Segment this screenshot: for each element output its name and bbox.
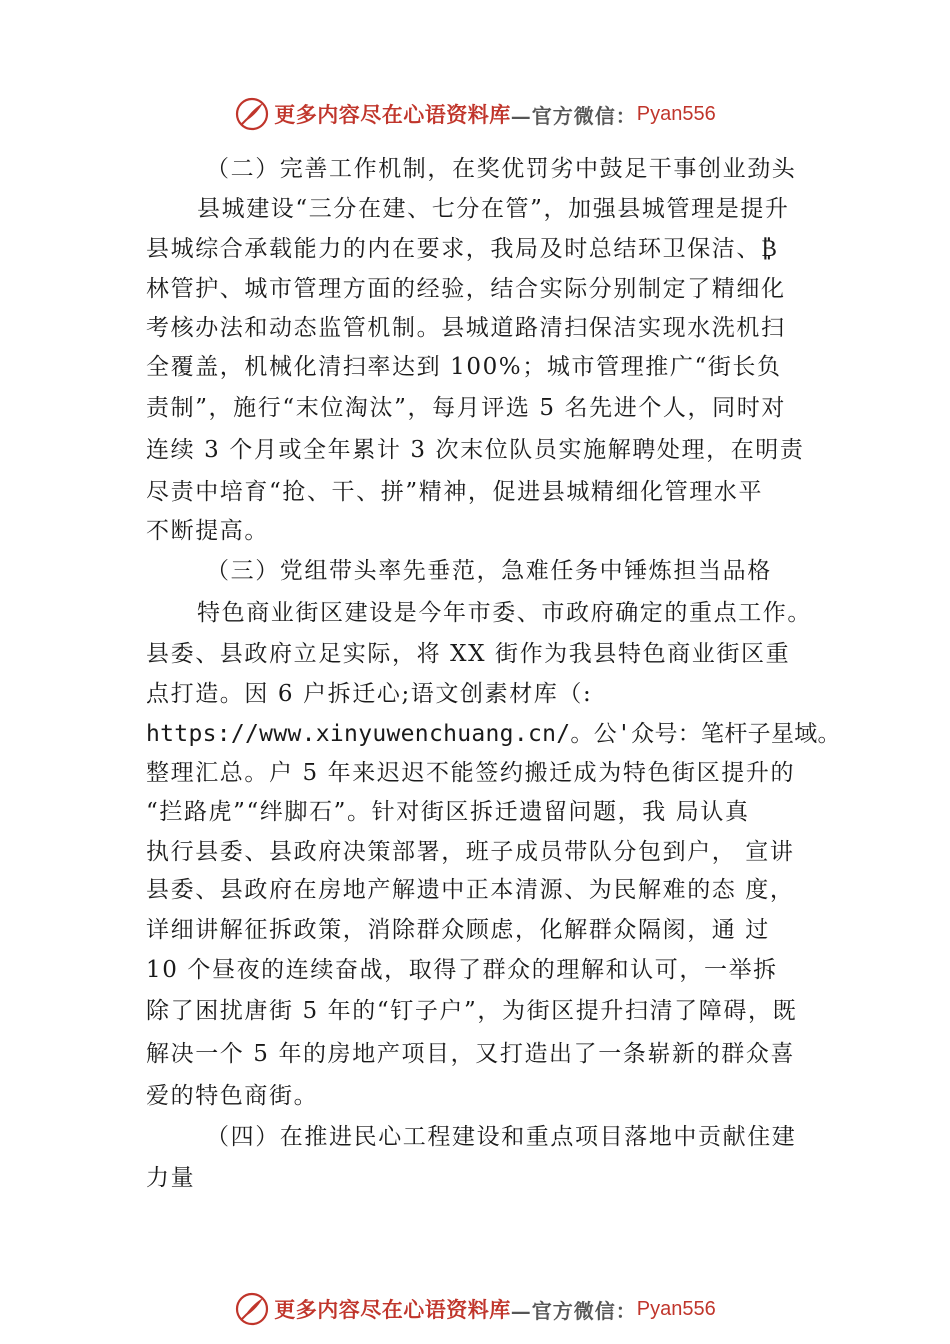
paragraph-line: 县委、县政府在房地产解遗中正本清源、为民解难的态 度， xyxy=(146,877,795,903)
paragraph-line: 详细讲解征拆政策，消除群众顾虑，化解群众隔阂，通 过 xyxy=(146,917,770,943)
paragraph-line: 爱的特色商街。 xyxy=(146,1083,319,1109)
banner-red-text: 更多内容尽在心语资料库 xyxy=(274,102,511,127)
paragraph-line: 不断提高。 xyxy=(146,518,269,544)
paragraph-line: 责制”，施行“末位淘汰”，每月评选 5 名先进个人，同时对 xyxy=(146,395,786,421)
banner-black-text: —官方微信： xyxy=(510,103,637,128)
section-heading-4: （四）在推进民心工程建设和重点项目落地中贡献住建 xyxy=(206,1124,797,1150)
paragraph-line: 10 个昼夜的连续奋战，取得了群众的理解和认可，一举拆 xyxy=(146,957,778,983)
paragraph-line: 执行县委、县政府决策部署，班子成员带队分包到户， 宣讲 xyxy=(146,839,795,865)
paragraph-line: 县城建设“三分在建、七分在管”，加强县城管理是提升 xyxy=(197,196,790,222)
paragraph-line: 整理汇总。户 5 年来迟迟不能签约搬迁成为特色街区提升的 xyxy=(146,760,796,786)
banner-wechat-id: Pyan556 xyxy=(636,102,716,125)
paragraph-line: 县委、县政府立足实际，将 XX 街作为我县特色商业街区重 xyxy=(146,641,791,667)
paragraph-line: 解决一个 5 年的房地产项目，又打造出了一条崭新的群众喜 xyxy=(146,1041,796,1067)
paragraph-line: “拦路虎”“绊脚石”。针对街区拆迁遗留问题，我 局认真 xyxy=(146,799,750,825)
header-watermark-banner xyxy=(0,94,950,134)
paragraph-line: 连续 3 个月或全年累计 3 次末位队员实施解聘处理，在明责 xyxy=(146,437,805,463)
paragraph-line: 力量 xyxy=(146,1165,196,1191)
quill-logo-icon xyxy=(234,96,270,132)
section-heading-2: （二）完善工作机制，在奖优罚劣中鼓足干事创业劲头 xyxy=(206,156,797,182)
paragraph-line: 县城综合承载能力的内在要求，我局及时总结环卫保洁、₿ xyxy=(146,236,779,262)
paragraph-line: 点打造。因 6 户拆迁心;语文创素材库（: xyxy=(146,681,593,707)
paragraph-line: 特色商业街区建设是今年市委、市政府确定的重点工作。 xyxy=(197,600,812,626)
section-heading-3: （三）党组带头率先垂范，急难任务中锤炼担当品格 xyxy=(206,558,772,584)
paragraph-line: 除了困扰唐街 5 年的“钉子户”，为街区提升扫清了障碍，既 xyxy=(146,998,798,1024)
paragraph-line: 尽责中培育“抢、干、拼”精神，促进县城精细化管理水平 xyxy=(146,479,764,505)
paragraph-line: 考核办法和动态监管机制。县城道路清扫保洁实现水洗机扫 xyxy=(146,315,786,341)
banner-wechat-id: Pyan556 xyxy=(636,1297,716,1320)
paragraph-line: 林管护、城市管理方面的经验，结合实际分别制定了精细化 xyxy=(146,276,786,302)
footer-watermark-banner xyxy=(0,1289,950,1329)
banner-red-text: 更多内容尽在心语资料库 xyxy=(274,1297,511,1322)
paragraph-line-url: https://www.xinyuwenchuang.cn/。公'众号：笔杆子星域。 xyxy=(146,721,841,747)
banner-black-text: —官方微信： xyxy=(510,1298,637,1323)
quill-logo-icon xyxy=(234,1291,270,1327)
paragraph-line: 全覆盖，机械化清扫率达到 100%；城市管理推广“街长负 xyxy=(146,354,782,380)
